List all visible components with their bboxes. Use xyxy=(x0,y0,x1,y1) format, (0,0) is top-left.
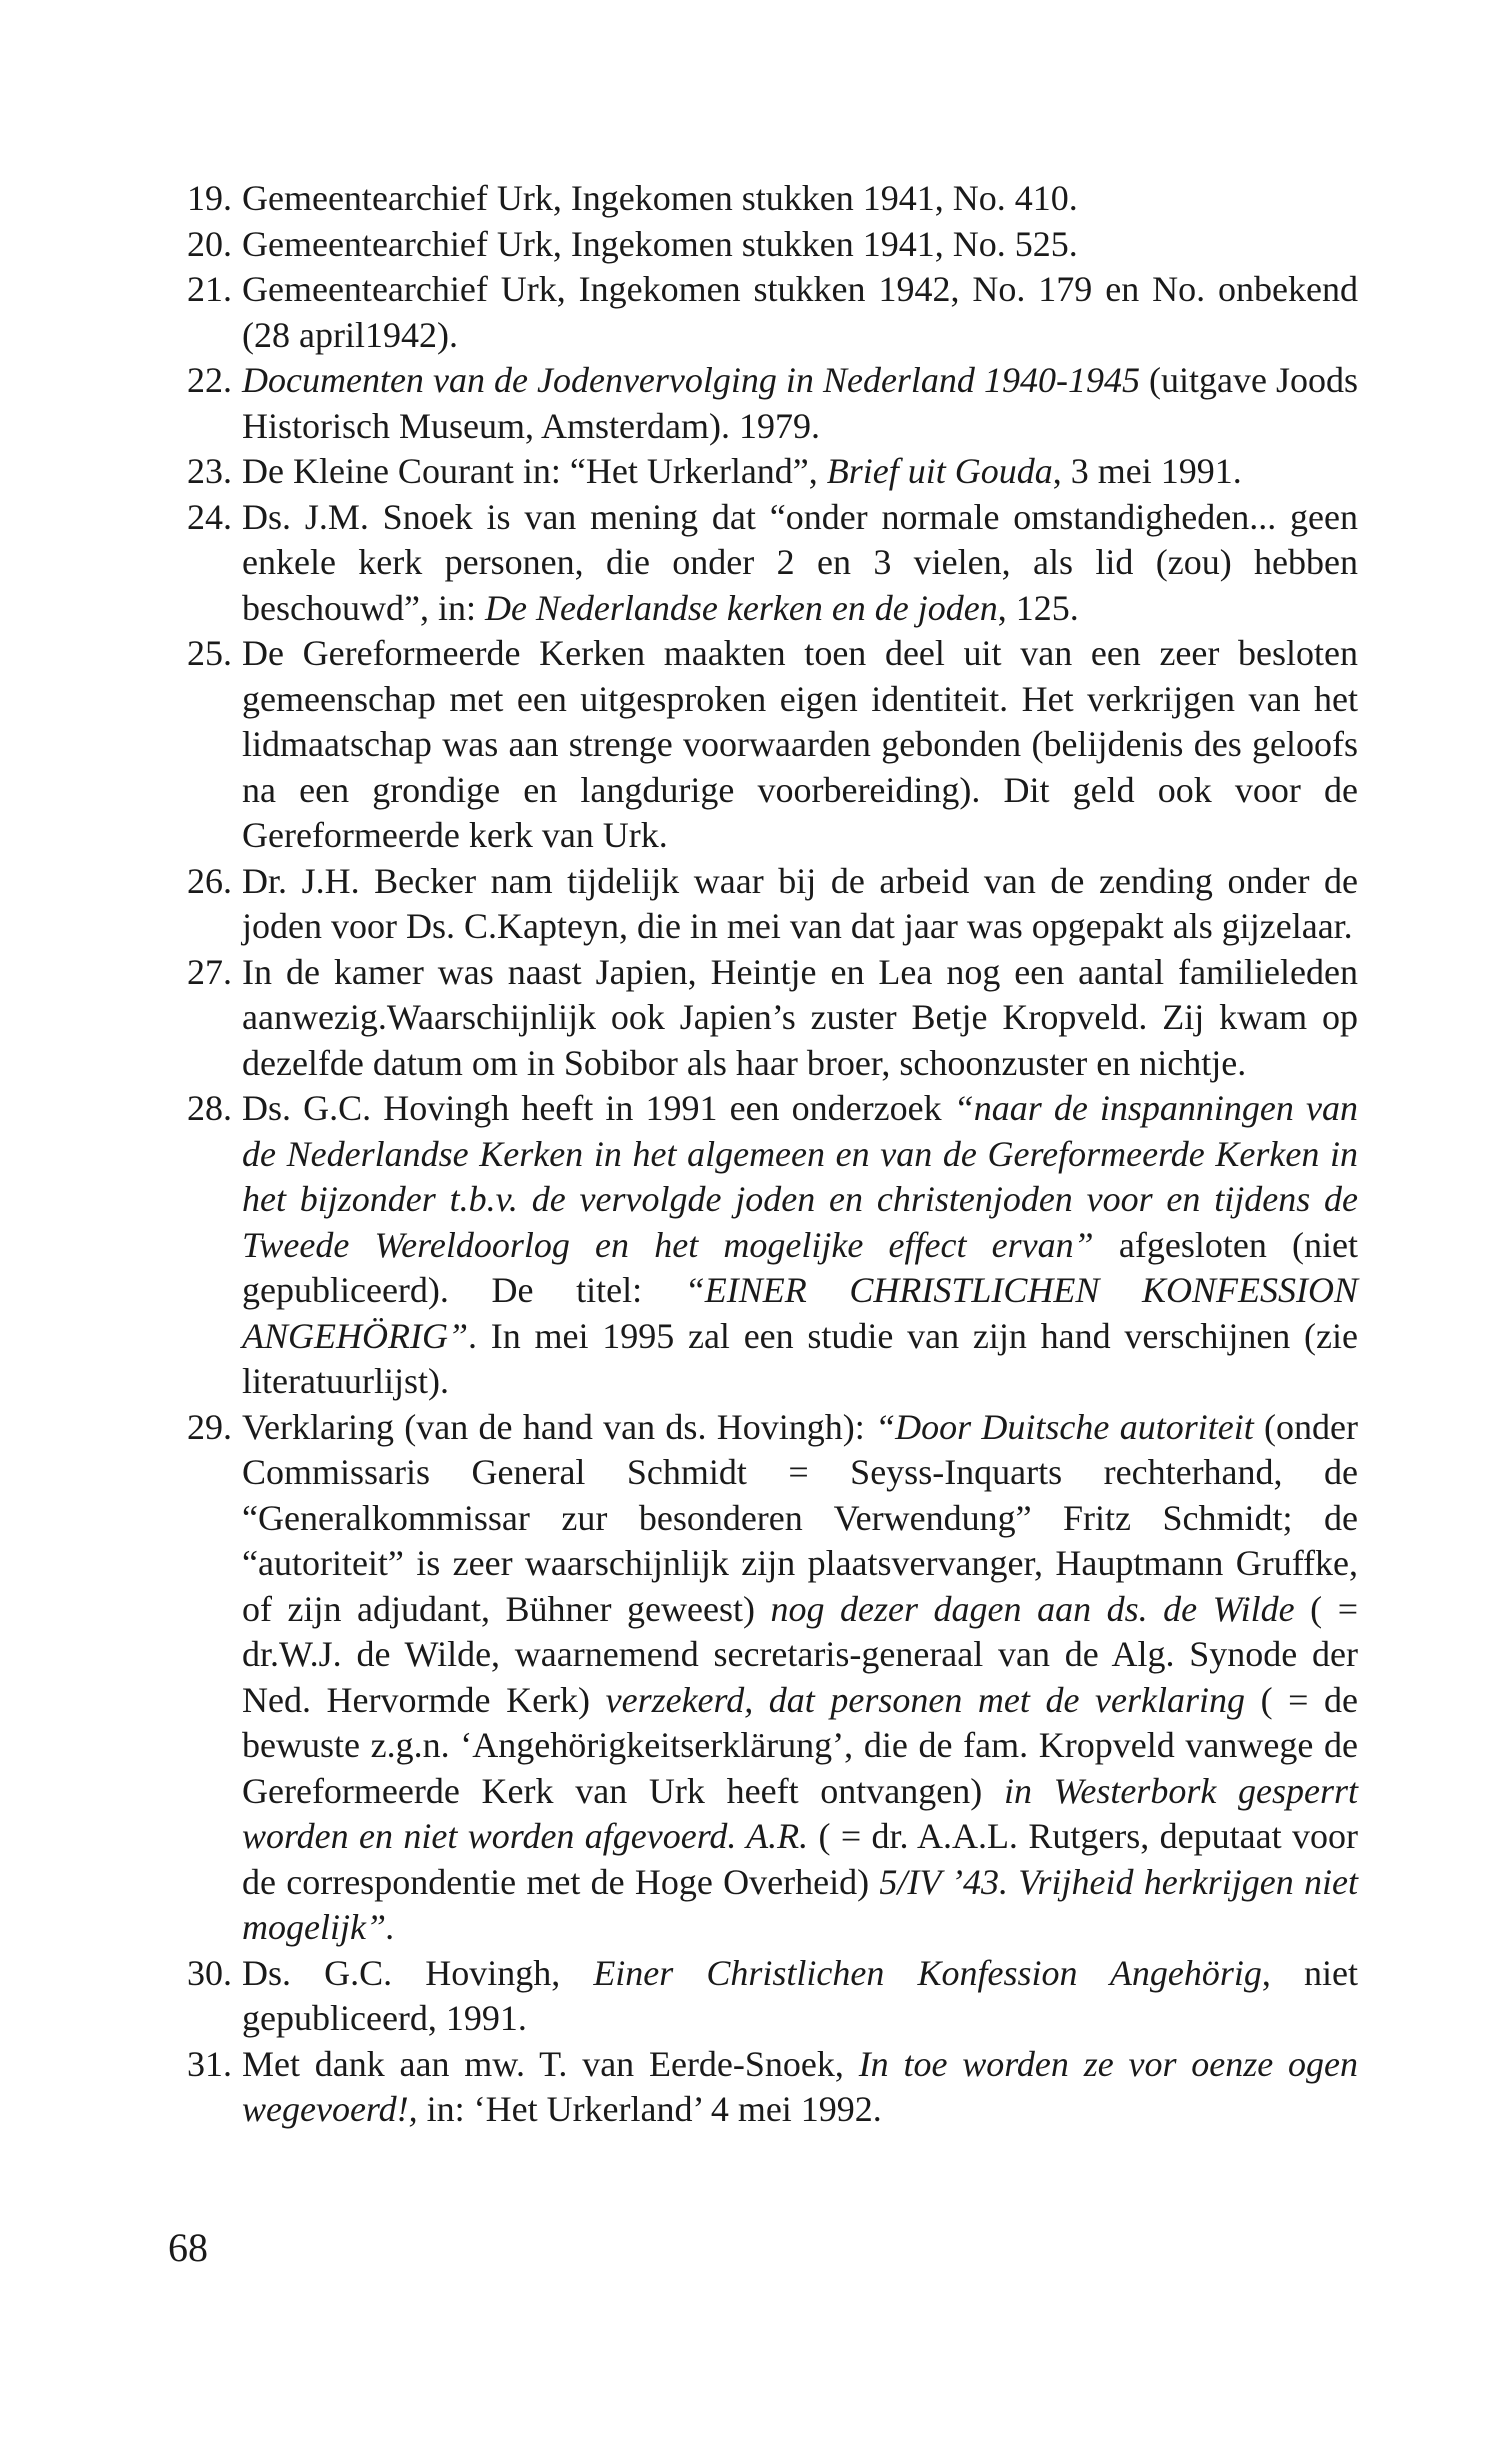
text-segment: , 125. xyxy=(997,587,1079,628)
text-segment: , niet gepubliceerd, 1991. xyxy=(242,1952,1358,2038)
italic-segment: De Nederlandse kerken en de joden xyxy=(484,587,998,628)
italic-segment: Brief uit Gouda xyxy=(826,451,1053,491)
text-segment: Dr. J.H. Becker nam tijdelijk waar bij de arbeid van de zending onder de joden voor Ds. C.Kapteyn, die in mei van dat jaar was opgepakt als gijzelaar. xyxy=(242,860,1358,946)
endnote-text xyxy=(242,1407,1358,1948)
endnote-text xyxy=(242,451,1242,491)
text-segment: Gemeentearchief Urk, Ingekomen stukken 1941, No. 410. xyxy=(242,178,1078,218)
endnote-number: 21 . xyxy=(166,267,232,313)
endnote-19 xyxy=(166,176,1358,222)
endnote-26 xyxy=(166,859,1358,950)
text-segment: ( = dr.W.J. de Wilde, waarnemend secretaris-generaal van de Alg. Synode der Ned. Hervormde Kerk) xyxy=(242,1588,1358,1720)
endnote-number: 30 . xyxy=(166,1951,232,1997)
text-segment: Met dank aan mw. T. van Eerde-Snoek, xyxy=(242,2043,859,2084)
endnote-text xyxy=(242,178,1078,218)
page-number: 68 xyxy=(168,2225,208,2270)
text-segment: Ds. J.M. Snoek is van mening dat “onder normale omstandigheden... geen enkele kerk personen, die onder 2 en 3 vielen, als lid (zou) hebben beschouwd”, in: xyxy=(242,496,1358,628)
endnote-number: 26 . xyxy=(166,859,232,905)
text-segment: Gemeentearchief Urk, Ingekomen stukken 1942, No. 179 en No. onbekend (28 april1942). xyxy=(242,269,1358,355)
endnote-text xyxy=(242,2044,1358,2130)
italic-segment: nog dezer dagen aan ds. de Wilde xyxy=(770,1588,1295,1629)
endnote-number: 25 . xyxy=(166,631,232,677)
endnote-31 xyxy=(166,2042,1358,2133)
endnote-text xyxy=(242,224,1078,264)
endnote-number: 20 . xyxy=(166,222,232,268)
text-segment: Verklaring (van de hand van ds. Hovingh): xyxy=(242,1406,876,1447)
endnote-number: 19 . xyxy=(166,176,232,222)
endnote-28 xyxy=(166,1086,1358,1405)
endnotes-list xyxy=(166,176,1358,2133)
endnote-29 xyxy=(166,1405,1358,1951)
text-segment: ( = dr. A.A.L. Rutgers, deputaat voor de correspondentie met de Hoge Overheid) xyxy=(242,1816,1358,1902)
endnote-25 xyxy=(166,631,1358,859)
italic-segment: 5/IV ’43. Vrijheid herkrijgen niet mogelijk”. xyxy=(242,1861,1358,1947)
endnote-text xyxy=(242,861,1358,947)
endnote-text xyxy=(242,1953,1358,2039)
endnote-number: 22 . xyxy=(166,358,232,404)
text-segment: (uitgave Joods Historisch Museum, Amsterdam). 1979. xyxy=(242,360,1358,446)
text-segment: De Gereformeerde Kerken maakten toen deel uit van een zeer besloten gemeenschap met een uitgesproken eigen identiteit. Het verkrijgen van het lidmaatschap was aan strenge voorwaarden gebonden (belijdenis des geloofs na een grondige en langdurige voorbereiding). Dit geld ook voor de Gereformeerde kerk van Urk. xyxy=(242,633,1358,855)
italic-segment: Documenten van de Jodenvervolging in Nederland 1940-1945 xyxy=(242,360,1140,400)
endnote-22 xyxy=(166,358,1358,449)
italic-segment: in Westerbork gesperrt worden en niet worden afgevoerd. A.R. xyxy=(242,1770,1358,1856)
text-segment: Ds. G.C. Hovingh heeft in 1991 een onderzoek xyxy=(242,1088,954,1128)
endnote-text xyxy=(242,1088,1358,1401)
endnote-number: 24 . xyxy=(166,495,232,541)
endnote-number: 23 . xyxy=(166,449,232,495)
endnote-number: 31 . xyxy=(166,2042,232,2088)
endnote-30 xyxy=(166,1951,1358,2042)
endnote-24 xyxy=(166,495,1358,632)
endnote-20 xyxy=(166,222,1358,268)
italic-segment: In toe worden ze vor oenze ogen wegevoerd!, xyxy=(242,2043,1358,2129)
text-segment: (onder Commissaris General Schmidt = Seyss-Inquarts rechterhand, de “Generalkommissar zur besonderen Verwendung” Fritz Schmidt; de “autoriteit” is zeer waarschijnlijk zijn plaatsvervanger, Hauptmann Gruffke, of zijn adjudant, Bühner geweest) xyxy=(242,1406,1358,1629)
text-segment: . In mei 1995 zal een studie van zijn hand verschijnen (zie literatuurlijst). xyxy=(242,1315,1358,1401)
text-segment: in: ‘Het Urkerland’ 4 mei 1992. xyxy=(417,2089,882,2129)
endnote-text xyxy=(242,360,1358,446)
italic-segment: “naar de inspanningen van de Nederlandse Kerken in het algemeen en van de Gereformeerde Kerken in het bijzonder t.b.v. de vervolgde joden en christenjoden voor en tijdens de Tweede Wereldoorlog en het mogelijke effect ervan” xyxy=(242,1088,1358,1265)
endnote-21 xyxy=(166,267,1358,358)
italic-segment: verzekerd, dat personen met de verklaring xyxy=(605,1679,1245,1720)
text-segment: , 3 mei 1991. xyxy=(1052,451,1242,491)
endnote-number: 27 . xyxy=(166,950,232,996)
endnote-27 xyxy=(166,950,1358,1087)
text-segment: afgesloten (niet gepubliceerd). De titel: xyxy=(242,1224,1358,1310)
italic-segment: Einer Christlichen Konfession Angehörig xyxy=(593,1952,1262,1993)
text-segment: ( = de bewuste z.g.n. ‘Angehörigkeitserklärung’, die de fam. Kropveld vanwege de Gereformeerde Kerk van Urk heeft ontvangen) xyxy=(242,1679,1358,1811)
endnote-number: 28 . xyxy=(166,1086,232,1132)
endnote-number: 29 . xyxy=(166,1405,232,1451)
text-segment: In de kamer was naast Japien, Heintje en Lea nog een aantal familieleden aanwezig.Waarschijnlijk ook Japien’s zuster Betje Kropveld. Zij kwam op dezelfde datum om in Sobibor als haar broer, schoonzuster en nichtje. xyxy=(242,951,1358,1083)
text-segment: De Kleine Courant in: “Het Urkerland”, xyxy=(242,451,827,491)
endnote-text xyxy=(242,269,1358,355)
text-segment: Ds. G.C. Hovingh, xyxy=(242,1952,594,1993)
text-segment: Gemeentearchief Urk, Ingekomen stukken 1941, No. 525. xyxy=(242,223,1078,264)
endnote-text xyxy=(242,633,1358,855)
italic-segment: “EINER CHRISTLICHEN KONFESSION ANGEHÖRIG” xyxy=(242,1270,1359,1356)
italic-segment: “Door Duitsche autoriteit xyxy=(875,1406,1254,1447)
endnote-23 xyxy=(166,449,1358,495)
endnote-text xyxy=(242,497,1358,628)
endnote-text xyxy=(242,952,1358,1083)
